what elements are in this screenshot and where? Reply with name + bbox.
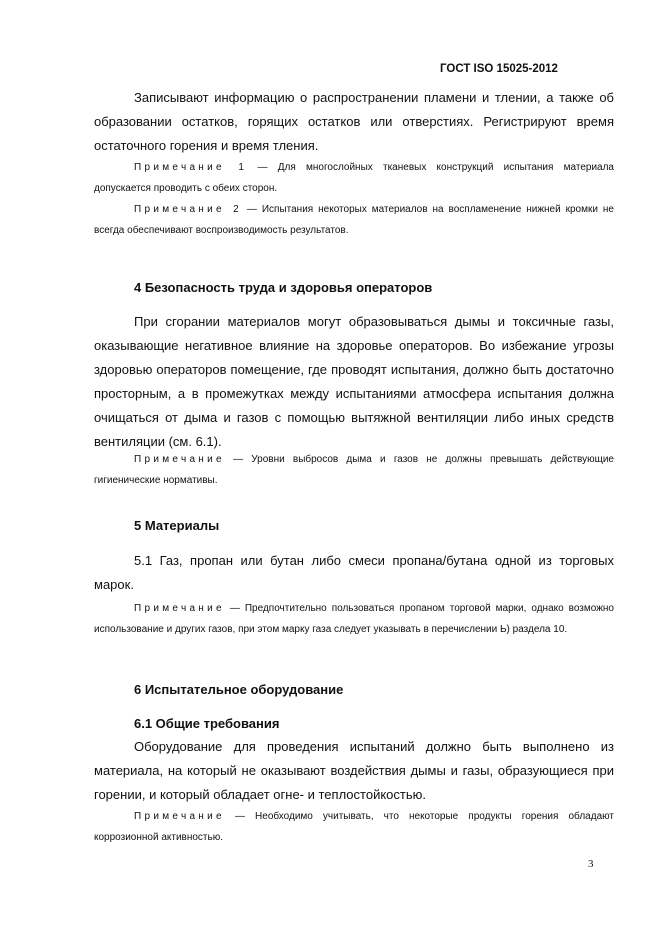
note-text: — Испытания некоторых материалов на воспламенение нижней кромки не всегда обеспечивают воспроизводимость результатов.	[94, 204, 614, 236]
section-4-note	[94, 449, 614, 491]
note-text: — Для многослойных тканевых конструкций испытания материала допускается проводить с обеих сторон.	[94, 162, 614, 194]
note-2	[94, 199, 614, 241]
note-text: — Уровни выбросов дыма и газов не должны превышать действующие гигиенические нормативы.	[94, 454, 614, 486]
note-label: Примечание	[134, 603, 225, 614]
section-4-heading: 4 Безопасность труда и здоровья операторов	[134, 280, 433, 295]
section-6-1-paragraph: Оборудование для проведения испытаний должно быть выполнено из материала, на который не оказывают воздействия дымы и газы, образующиеся при горении, и который обладает огне- и теплостойкостью.	[94, 739, 614, 802]
note-text: — Предпочтительно пользоваться пропаном торговой марки, однако возможно использование и других газов, при этом марку газа следует указывать в перечислении Ь) раздела 10.	[94, 603, 614, 635]
section-5-paragraph: 5.1 Газ, пропан или бутан либо смеси пропана/бутана одной из торговых марок.	[94, 553, 614, 592]
note-1	[94, 157, 614, 199]
note-label: Примечание 1	[134, 162, 248, 173]
section-6-1-heading: 6.1 Общие требования	[134, 716, 280, 731]
section-4-paragraph: При сгорании материалов могут образовываться дымы и токсичные газы, оказывающие негативное влияние на здоровье операторов. Во избежание угрозы здоровью операторов помещение, где проводят испытания, должно быть достаточно просторным, а в промежутках между испытаниями атмосфера испытания должна очищаться от дыма и газов с помощью вытяжной вентиляции либо иных средств вентиляции (см. 6.1).	[94, 314, 614, 449]
section-6-heading: 6 Испытательное оборудование	[134, 682, 344, 697]
note-label: Примечание	[134, 454, 225, 465]
page-number: 3	[588, 858, 594, 870]
section-6-note	[94, 806, 614, 848]
paragraph-flame-spread: Записывают информацию о распространении пламени и тлении, а также об образовании остатков, горящих остатков или отверстиях. Регистрируют время остаточного горения и время тления.	[94, 90, 614, 153]
note-text: — Необходимо учитывать, что некоторые продукты горения обладают коррозионной активностью.	[94, 811, 614, 843]
note-label: Примечание 2	[134, 204, 242, 215]
document-code-header: ГОСТ ISO 15025-2012	[440, 63, 558, 75]
section-5-note	[94, 598, 614, 640]
section-5-heading: 5 Материалы	[134, 518, 220, 533]
note-label: Примечание	[134, 811, 225, 822]
